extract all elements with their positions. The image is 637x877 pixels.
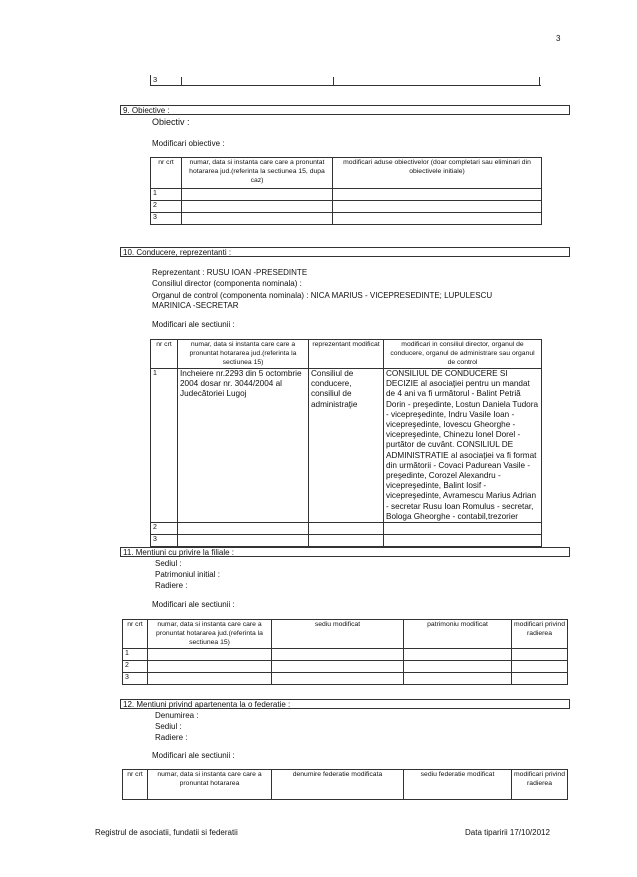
col-numar: numar, data si instanta care care a pronuntat hotararea jud.(referinta la sectiunea 15) xyxy=(148,620,272,649)
col-modificari: modificari aduse obiectivelor (doar completari sau eliminari din obiectivele initiale) xyxy=(333,158,542,189)
row-reprezentant: Consiliul de conducere, consiliul de administraţie xyxy=(309,369,384,523)
section-10-mods-label: Modificari ale sectiunii : xyxy=(152,320,235,329)
section-11-heading: 11. Mentiuni cu privire la filiale : xyxy=(120,547,570,557)
row-numar: Incheiere nr.2293 din 5 octombrie 2004 dosar nr. 3044/2004 al Judecătoriei Lugoj xyxy=(178,369,309,523)
sediul: Sediul : xyxy=(155,722,182,731)
row-number: 1 xyxy=(123,649,148,661)
fragment-row-number: 3 xyxy=(153,75,158,84)
organul-de-control: Organul de control (componenta nominala) : NICA MARIUS - VICEPRESEDINTE; LUPULESCU xyxy=(152,291,493,300)
page-number: 3 xyxy=(556,34,561,43)
col-numar: numar, data si instanta care care a pronuntat hotararea jud.(referinta la sectiunea 15, dupa caz) xyxy=(182,158,333,189)
row-number: 2 xyxy=(151,523,178,535)
col-radiere: modificari privind radierea xyxy=(512,770,568,800)
reprezentant: Reprezentant : RUSU IOAN -PRESEDINTE xyxy=(152,268,308,277)
section-11-mods-label: Modificari ale sectiunii : xyxy=(152,600,235,609)
row-number: 1 xyxy=(151,369,178,523)
row-number: 3 xyxy=(151,535,178,547)
col-nr-crt: nr crt xyxy=(123,770,148,800)
section-11-table xyxy=(122,619,568,685)
col-sediu: sediu federatie modificat xyxy=(404,770,512,800)
section-12-heading: 12. Mentiuni privind apartenenta la o federatie : xyxy=(120,699,570,709)
col-modificari: modificari in consiliul director, organul de conducere, organul de administrare sau organul de control xyxy=(384,340,542,369)
previous-table-fragment xyxy=(150,75,541,86)
col-numar: numar, data si instanta care care a pronuntat hotararea jud.(referinta la sectiunea 15) xyxy=(178,340,309,369)
col-nr-crt: nr crt xyxy=(151,340,178,369)
radiere: Radiere : xyxy=(155,581,188,590)
sediul: Sediul : xyxy=(155,559,182,568)
row-modificari: CONSILIUL DE CONDUCERE SI DECIZIE al asociaţiei pentru un mandat de 4 ani va fi următorul - Balint Petriă Dorin - preşedinte, Lostun Daniela Tudora - vicepreşedinte, Indru Vasile Ioan - vicepreşedinte, Iovescu Gheorghe - vicepreşedinte, Chinezu Ionel Dorel - purtător de cuvânt. CONSILIUL DE ADMINISTRATIE al asociaţiei va fi format din următorii - Covaci Padurean Vasile - preşedinte, Corozel Alexandru - vicepreşedinte, Balint Iosif - vicepreşedinte, Avramescu Marius Adrian - secretar Rusu Ioan Romulus - secretar, Bologa Gheorghe - contabil,trezorier xyxy=(384,369,542,523)
section-12-mods-label: Modificari ale sectiunii : xyxy=(152,751,235,760)
row-number: 2 xyxy=(151,201,182,213)
col-denumire: denumire federatie modificata xyxy=(272,770,404,800)
footer-right: Data tiparirii 17/10/2012 xyxy=(465,828,550,837)
col-radiere: modificari privind radierea xyxy=(512,620,568,649)
col-patrimoniu: patrimoniu modificat xyxy=(404,620,512,649)
col-sediu: sediu modificat xyxy=(272,620,404,649)
row-number: 3 xyxy=(123,673,148,685)
section-9-table xyxy=(150,157,542,225)
denumirea: Denumirea : xyxy=(155,711,199,720)
radiere: Radiere : xyxy=(155,733,188,742)
organul-de-control-cont: MARINICA -SECRETAR xyxy=(152,301,239,310)
col-reprezentant: reprezentant modificat xyxy=(309,340,384,369)
section-10-heading: 10. Conducere, reprezentanti : xyxy=(120,247,570,257)
consiliul-director: Consiliul director (componenta nominala) : xyxy=(152,279,302,288)
section-9-heading: 9. Obiective : xyxy=(120,105,570,115)
section-12-table xyxy=(122,769,568,800)
section-9-subtitle: Obiectiv : xyxy=(152,117,190,127)
row-number: 2 xyxy=(123,661,148,673)
patrimoniul-initial: Patrimoniul initial : xyxy=(155,570,220,579)
section-10-table xyxy=(150,339,542,547)
col-nr-crt: nr crt xyxy=(151,158,182,189)
col-nr-crt: nr crt xyxy=(123,620,148,649)
col-numar: numar, data si instanta care care a pronuntat hotararea xyxy=(148,770,272,800)
row-number: 1 xyxy=(151,189,182,201)
section-9-mods-label: Modificari obiective : xyxy=(152,139,225,148)
row-number: 3 xyxy=(151,213,182,225)
footer-left: Registrul de asociatii, fundatii si federatii xyxy=(95,828,238,837)
